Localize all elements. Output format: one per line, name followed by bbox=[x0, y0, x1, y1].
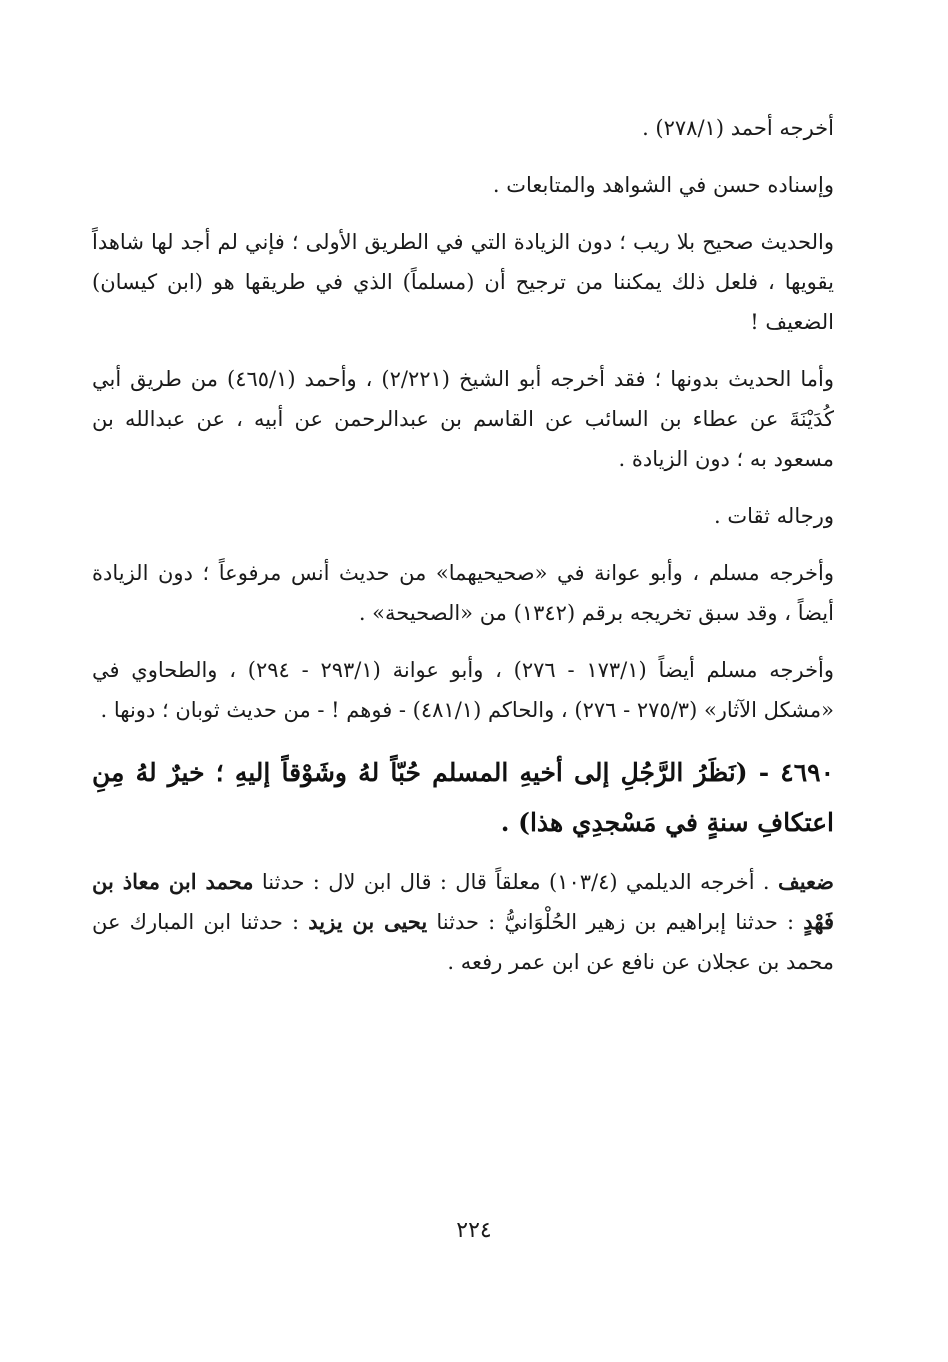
hadith-assessment: والحديث صحيح بلا ريب ؛ دون الزيادة التي في الطريق الأولى ؛ فإني لم أجد لها شاهداً يقويها ، فلعل ذلك يمكننا من ترجيح أن (مسلماً) الذي في طريقها هو (ابن كيسان) الضعيف ! bbox=[92, 230, 834, 334]
takhrij-text-3: : حدثنا ابن المبارك عن محمد بن عجلان عن نافع عن ابن عمر رفعه . bbox=[92, 910, 834, 974]
takhrij-ahmad: أخرجه أحمد (٢٧٨/١) . bbox=[642, 116, 834, 140]
additional-sources: وأخرجه مسلم أيضاً (١٧٣/١ - ٢٧٦) ، وأبو عوانة (٢٩٣/١ - ٢٩٤) ، والطحاوي في «مشكل الآثار» (٢٧٥/٣ - ٢٧٦) ، والحاكم (٤٨١/١) - فوهم ! - من حديث ثوبان ؛ دونها . bbox=[92, 658, 835, 722]
isnad-grade: وإسناده حسن في الشواهد والمتابعات . bbox=[492, 173, 834, 197]
narrators-note: ورجاله ثقات . bbox=[714, 504, 834, 528]
hadith-heading: ٤٦٩٠ - (نَظَرُ الرَّجُلِ إلى أخيهِ المسلم حُبّاً لهُ وشَوْقاً إليهِ ؛ خيرٌ لهُ مِنِ اعتكافِ سنةٍ في مَسْجدِي هذا) . bbox=[92, 758, 834, 837]
hadith-takhrij bbox=[92, 862, 834, 982]
muslim-abu-awana: وأخرجه مسلم ، وأبو عوانة في «صحيحيهما» من حديث أنس مرفوعاً ؛ دون الزيادة أيضاً ، وقد سبق تخريجه برقم (١٣٤٢) من «الصحيحة» . bbox=[92, 561, 834, 625]
page-body bbox=[92, 108, 834, 999]
page-number: ٢٢٤ bbox=[456, 1218, 492, 1243]
grade-label: ضعيف bbox=[777, 869, 834, 894]
narrator-name-2: يحيى بن يزيد bbox=[308, 909, 428, 934]
alternate-route: وأما الحديث بدونها ؛ فقد أخرجه أبو الشيخ (٢/٢٢١) ، وأحمد (٤٦٥/١) من طريق أبي كُدَيْنَةَ عن عطاء بن السائب عن القاسم بن عبدالرحمن عن أبيه ، عن عبدالله بن مسعود به ؛ دون الزيادة . bbox=[92, 367, 834, 471]
narrator-name-1: محمد ابن معاذ بن فَهْدٍ bbox=[92, 869, 834, 934]
takhrij-text-2: : حدثنا إبراهيم بن زهير الحُلْوَانيُّ : حدثنا bbox=[427, 910, 804, 934]
takhrij-text-1: . أخرجه الديلمي (١٠٣/٤) معلقاً قال : قال ابن لال : حدثنا bbox=[253, 870, 778, 894]
